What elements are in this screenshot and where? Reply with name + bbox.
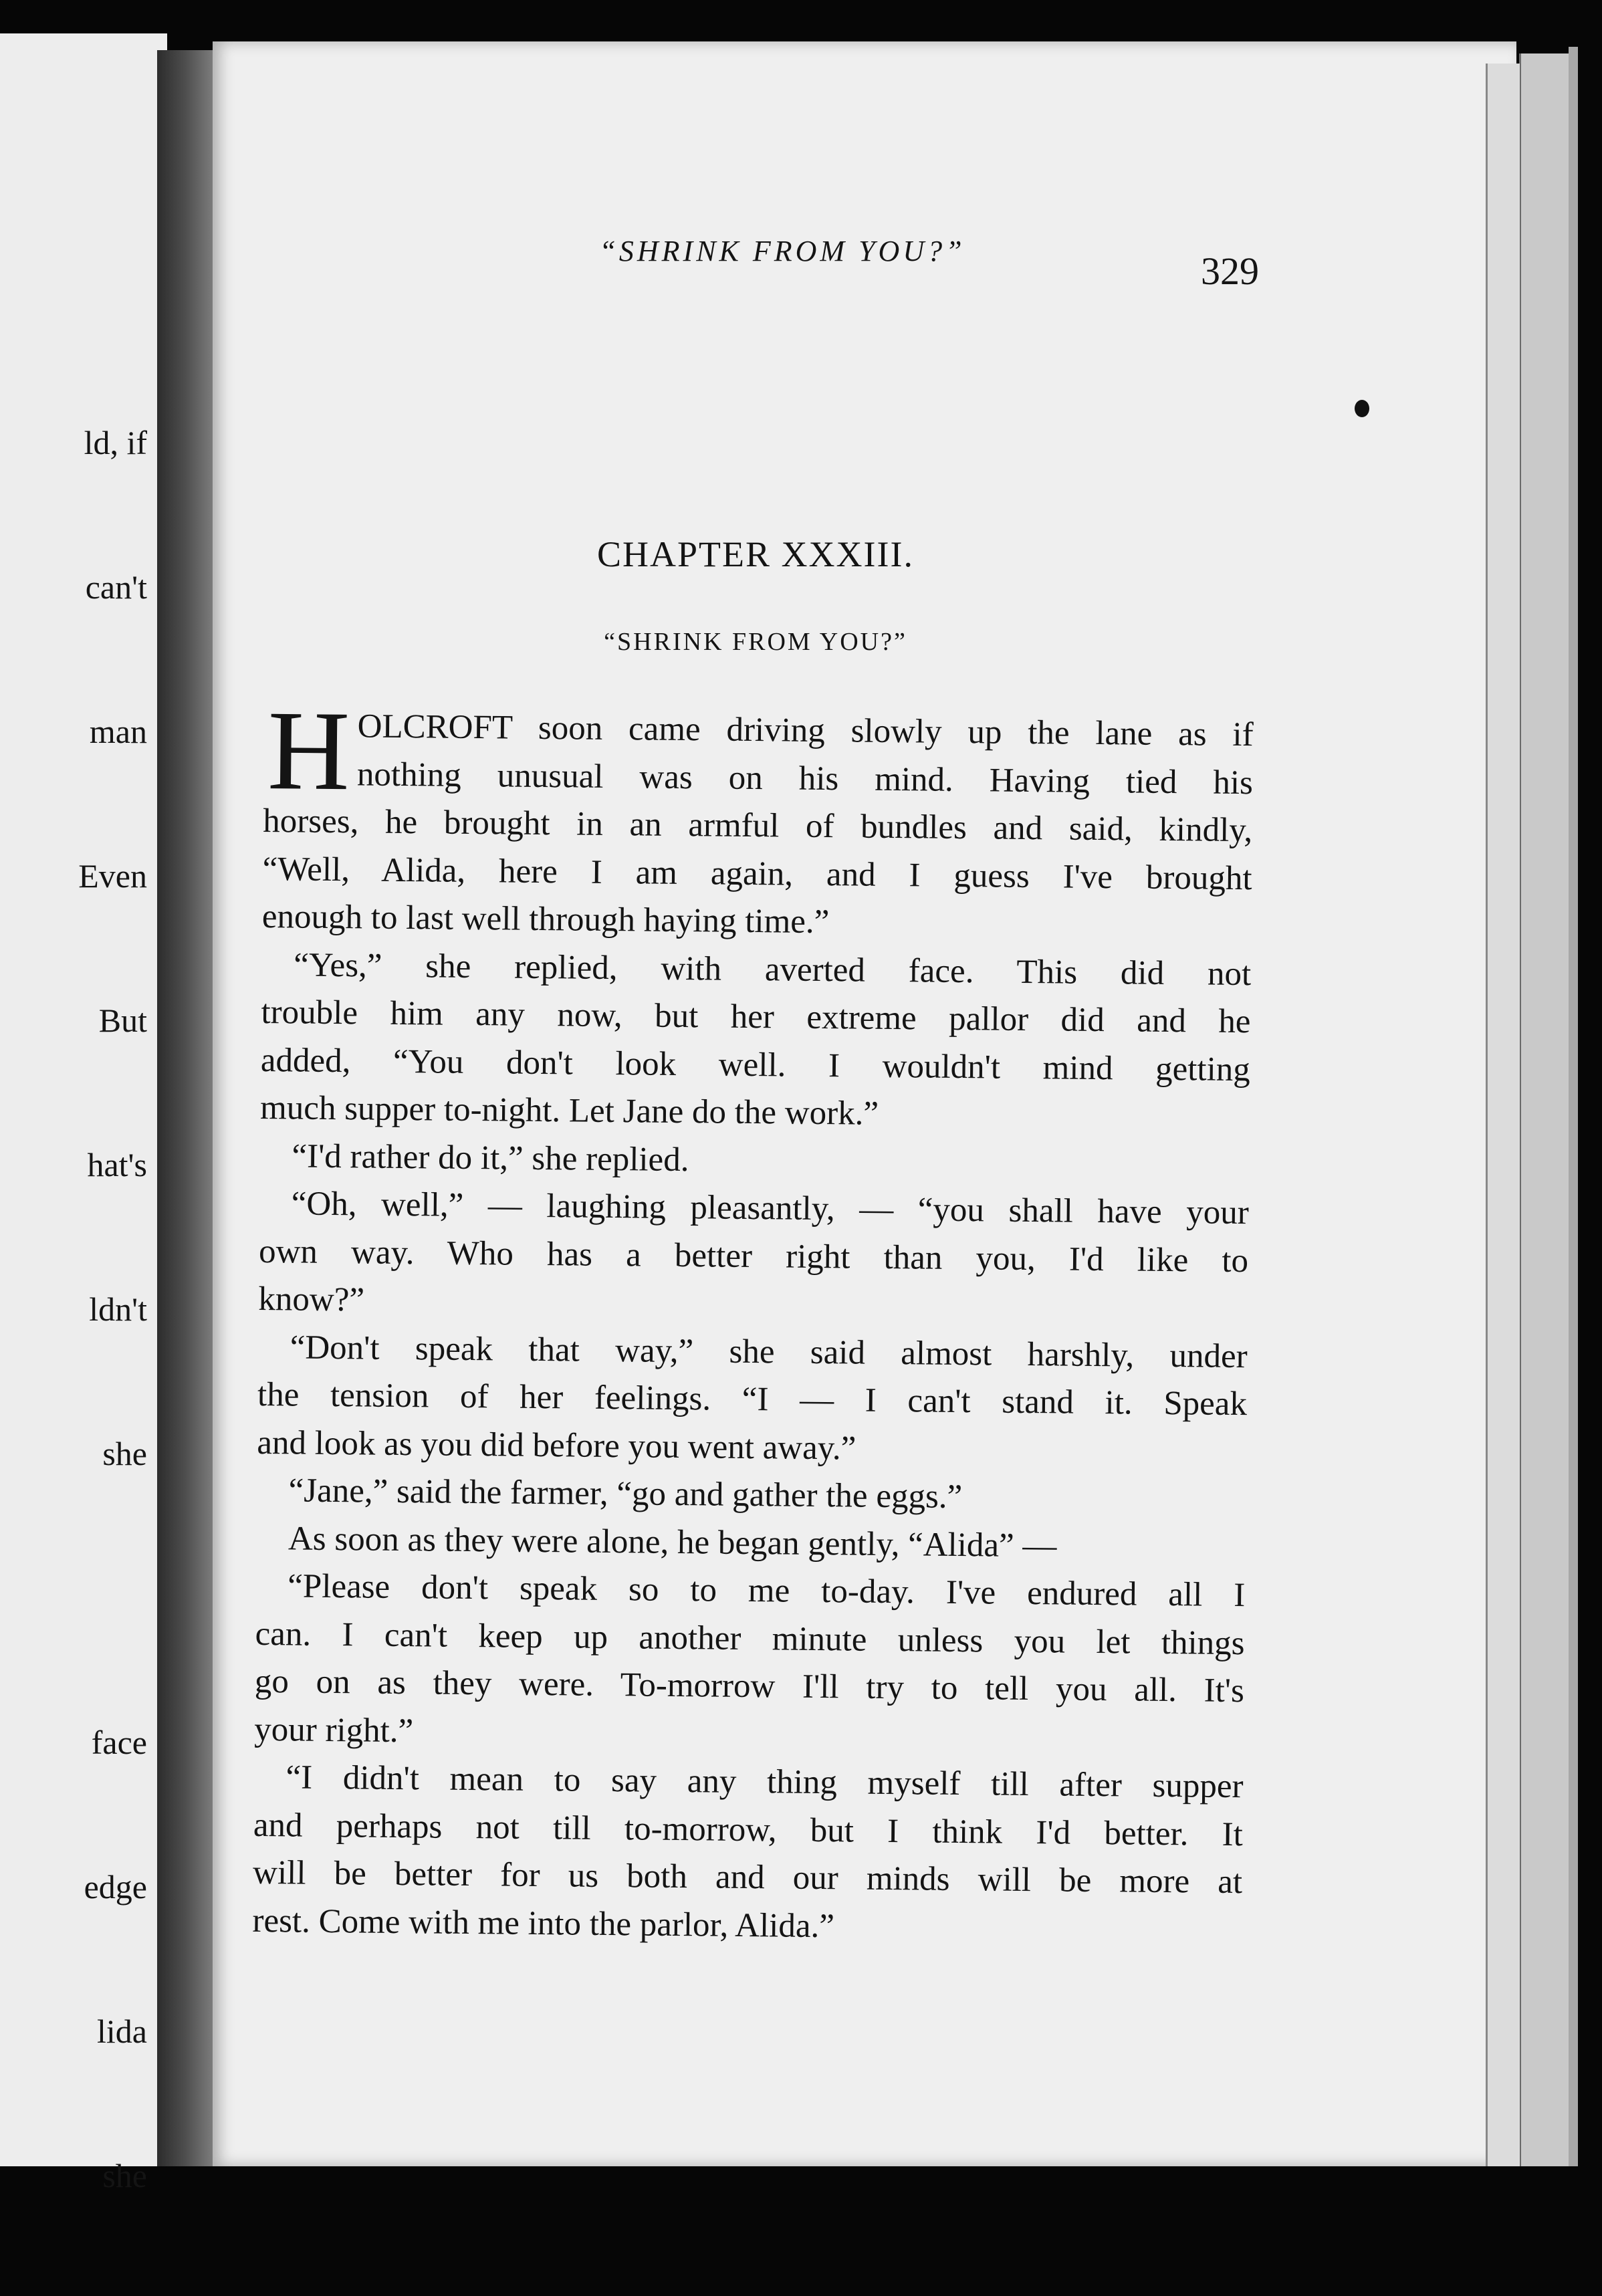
text-line: your right.” xyxy=(253,1710,414,1750)
text-line: horses, he brought in an armful of bundles and said, kindly, xyxy=(263,802,1253,850)
facing-line: she xyxy=(102,1435,147,1472)
ink-spot xyxy=(1355,400,1369,417)
chapter-title: CHAPTER XXXIII. xyxy=(597,534,914,574)
facing-line: lida xyxy=(97,2013,147,2050)
facing-line: can't xyxy=(85,568,147,606)
text-line: enough to last well through haying time.” xyxy=(261,897,830,941)
text-line: own way. Who has a better right than you, I'd like to xyxy=(258,1232,1249,1280)
text-line: can. I can't keep up another minute unless you let things xyxy=(255,1615,1245,1662)
text-line: go on as they were. To-morrow I'll try to tell you all. It's xyxy=(254,1662,1245,1710)
text-line: “Don't speak that way,” she said almost harshly, under xyxy=(290,1328,1248,1375)
body-text xyxy=(252,687,1254,1954)
text-line: and look as you did before you went away.” xyxy=(257,1423,856,1468)
page-edges xyxy=(1519,53,1569,2166)
text-line: “Well, Alida, here I am again, and I guess I've brought xyxy=(262,850,1252,897)
text-line: “Jane,” said the farmer, “go and gather the eggs.” xyxy=(288,1472,963,1516)
facing-line: ldn't xyxy=(89,1290,147,1328)
page-edges-outer xyxy=(1569,47,1578,2166)
facing-line: edge xyxy=(84,1868,147,1906)
text-line: “I'd rather do it,” she replied. xyxy=(292,1137,689,1179)
text-line: “Yes,” she replied, with averted face. This did not xyxy=(293,945,1252,993)
facing-line: Even xyxy=(78,857,147,895)
text-line: know?” xyxy=(258,1280,365,1319)
facing-line: man xyxy=(89,713,147,750)
facing-line: hat's xyxy=(87,1146,147,1183)
drop-cap: H xyxy=(267,687,350,814)
page-number: 329 xyxy=(1201,249,1259,293)
text-line: the tension of her feelings. “I — I can't stand it. Speak xyxy=(257,1375,1248,1423)
opening-paragraph xyxy=(263,687,1254,814)
facing-line: she xyxy=(102,2157,147,2194)
running-head: “SHRINK FROM YOU?” xyxy=(599,235,965,267)
text-line: will be better for us both and our minds will be more at xyxy=(252,1853,1243,1902)
text-line: “I didn't mean to say any thing myself till after supper xyxy=(285,1758,1244,1806)
text-line: “Oh, well,” — laughing pleasantly, — “you shall have your xyxy=(291,1185,1250,1232)
facing-line xyxy=(78,1574,147,1622)
text-line: As soon as they were alone, he began gently, “Alida” — xyxy=(288,1519,1057,1565)
text-line: added, “You don't look well. I wouldn't mind getting xyxy=(260,1041,1251,1088)
facing-line: But xyxy=(98,1002,147,1039)
chapter-subtitle: “SHRINK FROM YOU?” xyxy=(604,628,907,656)
page-edge-inner xyxy=(1486,64,1520,2166)
text-line: much supper to-night. Let Jane do the work.” xyxy=(259,1088,879,1133)
facing-line: ld, if xyxy=(84,424,147,461)
facing-page-left xyxy=(0,33,167,2194)
facing-line: face xyxy=(91,1724,147,1761)
text-line: rest. Come with me into the parlor, Alida.” xyxy=(252,1902,835,1945)
text-line: nothing unusual was on his mind. Having tied his xyxy=(356,755,1254,802)
facing-page-text xyxy=(78,322,147,2296)
text-line: “Please don't speak so to me to-day. I've endured all I xyxy=(288,1567,1246,1615)
text-line: OLCROFT soon came driving slowly up the lane as if xyxy=(357,707,1254,754)
text-line: and perhaps not till to-morrow, but I think I'd better. It xyxy=(253,1806,1244,1853)
text-line: trouble him any now, but her extreme pallor did and he xyxy=(261,993,1251,1041)
